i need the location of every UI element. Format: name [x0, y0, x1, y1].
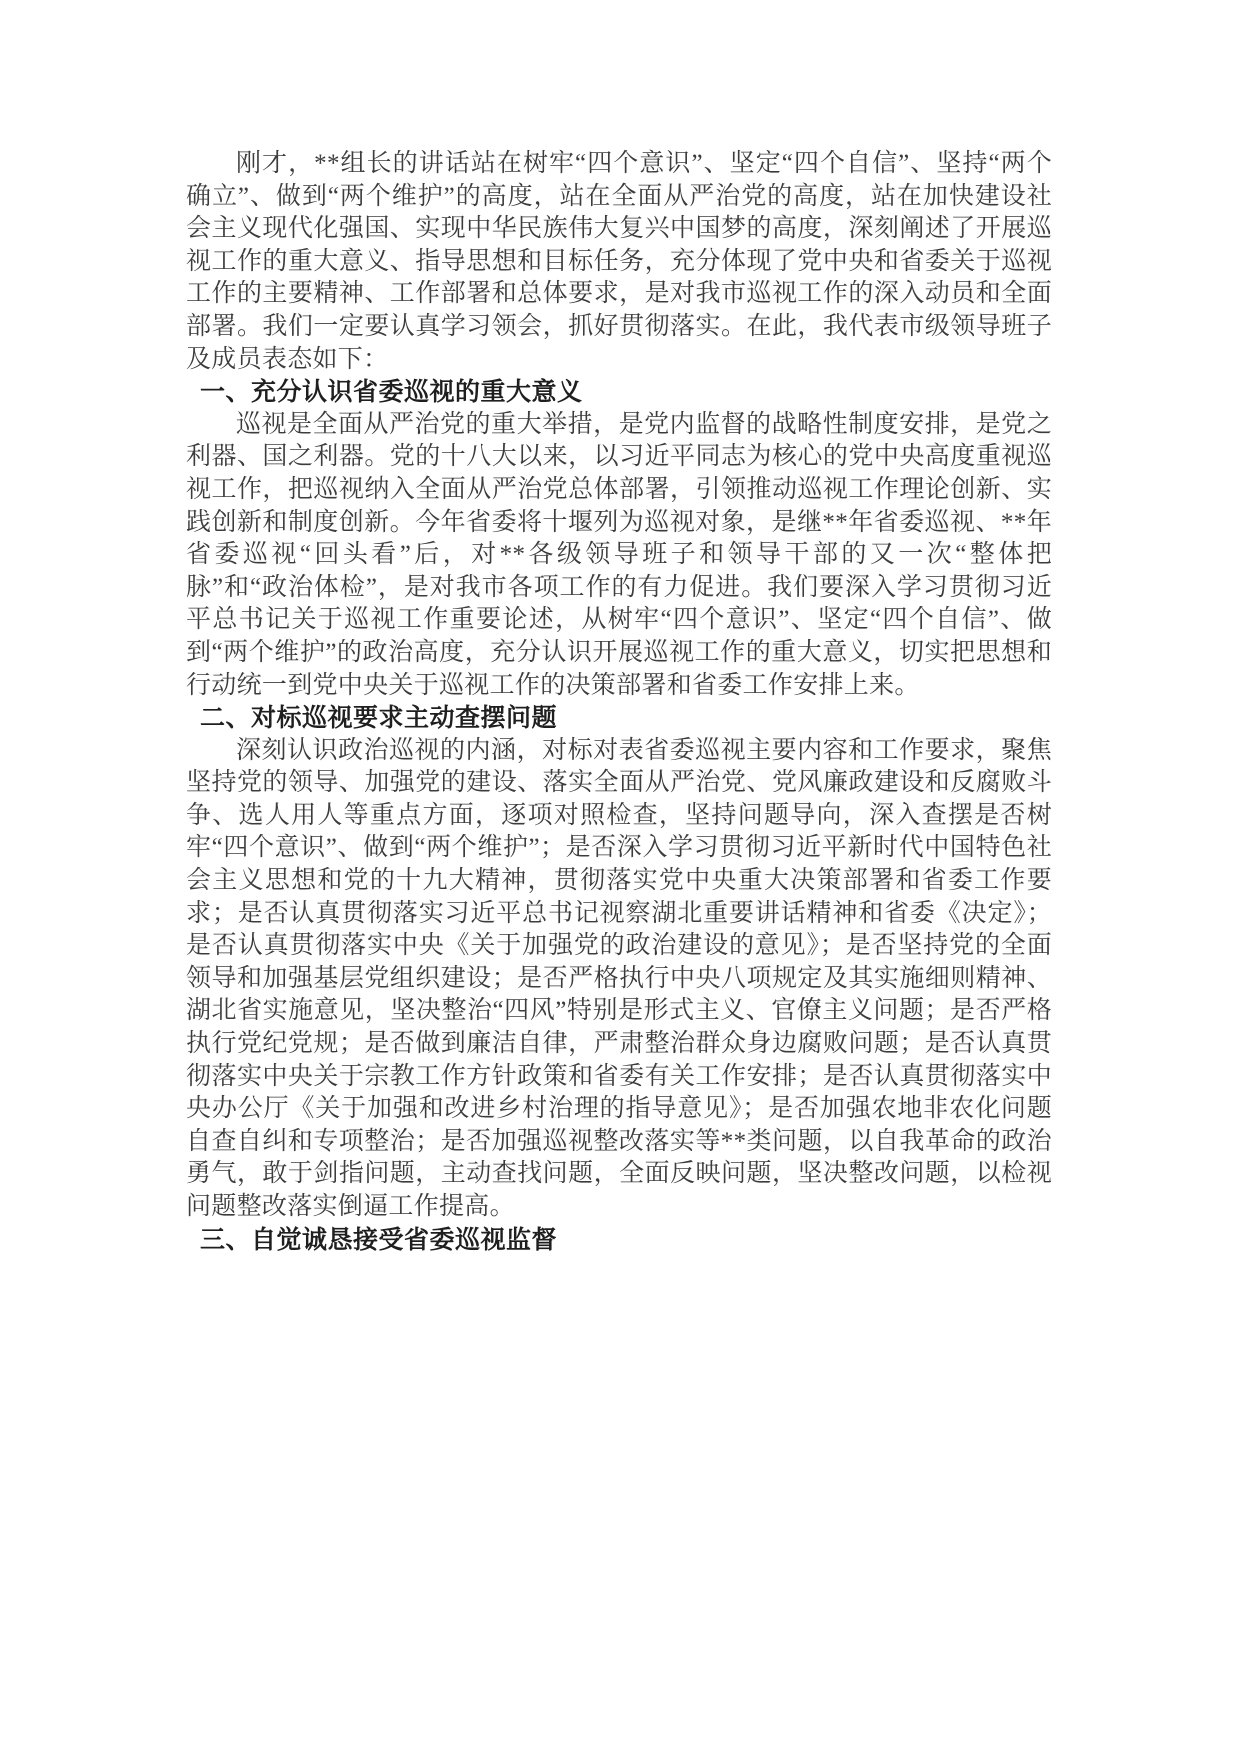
- section-2-paragraph: 深刻认识政治巡视的内涵，对标对表省委巡视主要内容和工作要求，聚焦坚持党的领导、加强党的建设、落实全面从严治党、党风廉政建设和反腐败斗争、选人用人等重点方面，逐项对照检查，坚持问题导向，深入查摆是否树牢“四个意识”、做到“两个维护”；是否深入学习贯彻习近平新时代中国特色社会主义思想和党的十九大精神，贯彻落实党中央重大决策部署和省委工作要求；是否认真贯彻落实习近平总书记视察湖北重要讲话精神和省委《决定》；是否认真贯彻落实中央《关于加强党的政治建设的意见》；是否坚持党的全面领导和加强基层党组织建设；是否严格执行中央八项规定及其实施细则精神、湖北省实施意见，坚决整治“四风”特别是形式主义、官僚主义问题；是否严格执行党纪党规；是否做到廉洁自律，严肃整治群众身边腐败问题；是否认真贯彻落实中央关于宗教工作方针政策和省委有关工作安排；是否认真贯彻落实中央办公厅《关于加强和改进乡村治理的指导意见》；是否加强农地非农化问题自查自纠和专项整治；是否加强巡视整改落实等**类问题，以自我革命的政治勇气，敢于剑指问题，主动查找问题，全面反映问题，坚决整改问题，以检视问题整改落实倒逼工作提高。: [186, 736, 1052, 1220]
- document-text-block: [186, 148, 1052, 1256]
- section-1-paragraph: 巡视是全面从严治党的重大举措，是党内监督的战略性制度安排，是党之利器、国之利器。党的十八大以来，以习近平同志为核心的党中央高度重视巡视工作，把巡视纳入全面从严治党总体部署，引领推动巡视工作理论创新、实践创新和制度创新。今年省委将十堰列为巡视对象，是继**年省委巡视、**年省委巡视“回头看”后，对**各级领导班子和领导干部的又一次“整体把脉”和“政治体检”，是对我市各项工作的有力促进。我们要深入学习贯彻习近平总书记关于巡视工作重要论述，从树牢“四个意识”、坚定“四个自信”、做到“两个维护”的政治高度，充分认识开展巡视工作的重大意义，切实把思想和行动统一到党中央关于巡视工作的决策部署和省委工作安排上来。: [186, 410, 1052, 699]
- section-1-heading: 一、充分认识省委巡视的重大意义: [200, 378, 583, 407]
- section-2-heading: 二、对标巡视要求主动查摆问题: [200, 704, 558, 733]
- intro-paragraph: 刚才，**组长的讲话站在树牢“四个意识”、坚定“四个自信”、坚持“两个确立”、做到“两个维护”的高度，站在全面从严治党的高度，站在加快建设社会主义现代化强国、实现中华民族伟大复兴中国梦的高度，深刻阐述了开展巡视工作的重大意义、指导思想和目标任务，充分体现了党中央和省委关于巡视工作的主要精神、工作部署和总体要求，是对我市巡视工作的深入动员和全面部署。我们一定要认真学习领会，抓好贯彻落实。在此，我代表市级领导班子及成员表态如下：: [186, 150, 1052, 373]
- section-3-heading: 三、自觉诚恳接受省委巡视监督: [200, 1225, 558, 1254]
